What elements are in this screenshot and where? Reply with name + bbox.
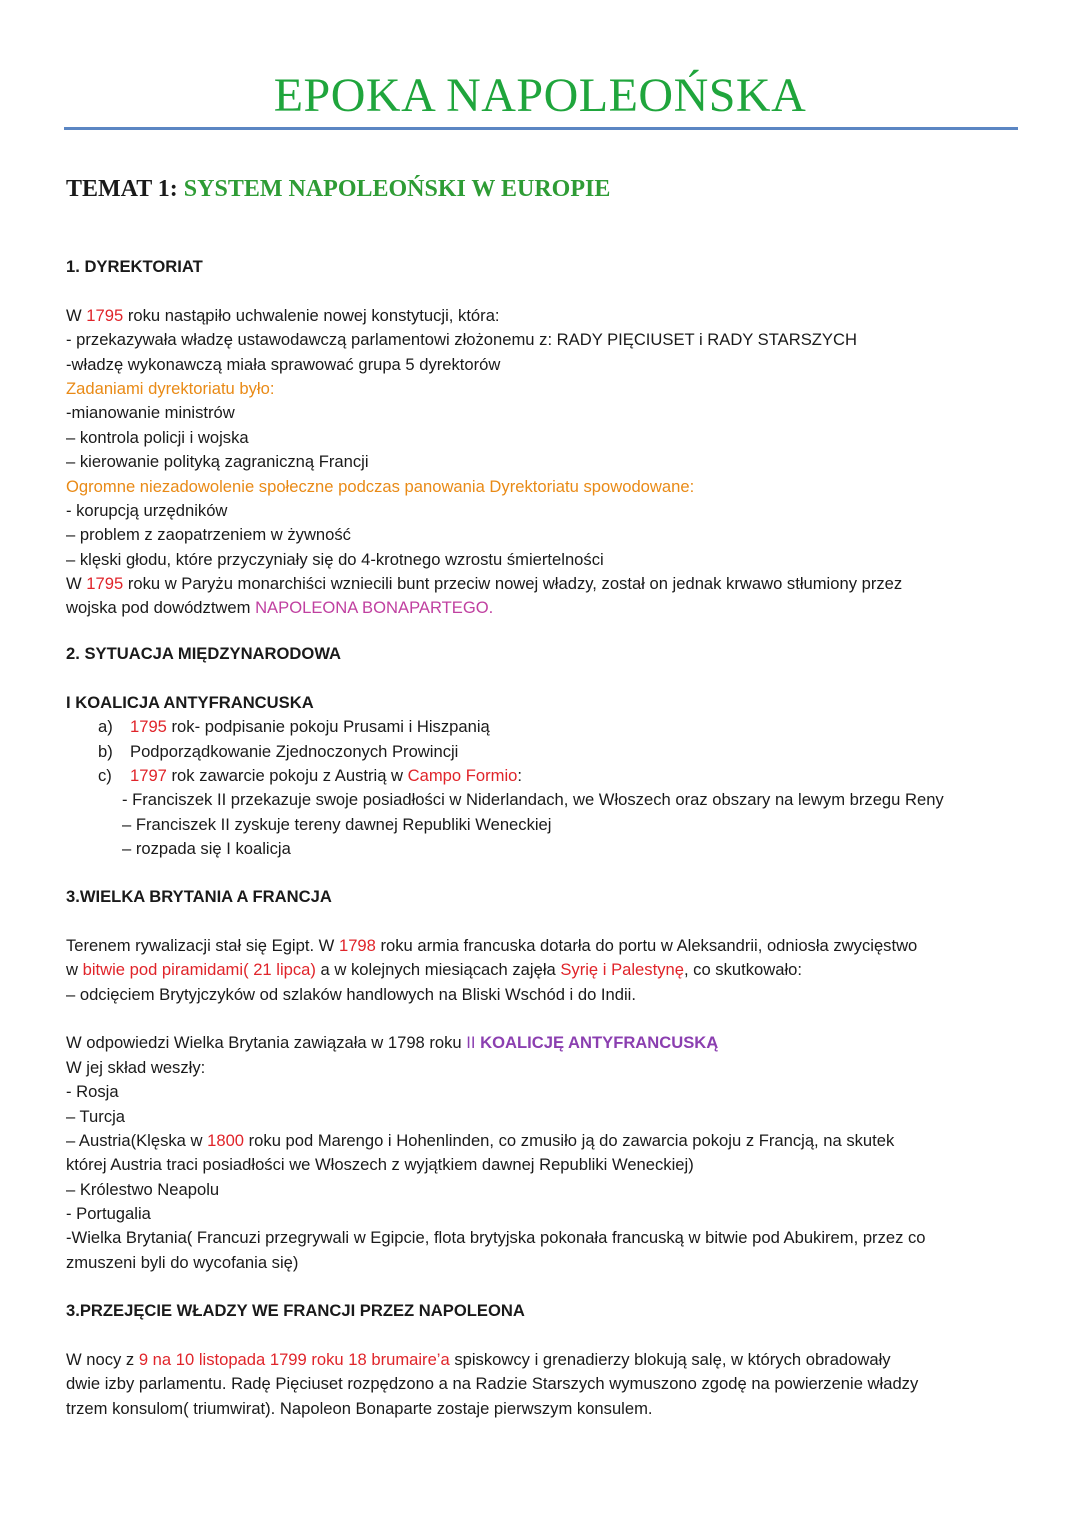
text: W nocy z	[66, 1349, 139, 1369]
sub-item: – Franciszek II zyskuje tereny dawnej Republiki Weneckiej	[122, 814, 552, 834]
places: Syrię i Palestynę	[560, 960, 684, 980]
list-item: – kierowanie polityką zagraniczną Francji	[66, 452, 369, 472]
list-item: – kontrola policji i wojska	[66, 427, 249, 447]
section-sytuacja	[66, 642, 1040, 862]
text: roku nastąpiło uchwalenie nowej konstytucji, która:	[123, 305, 500, 325]
section-heading: 3.PRZEJĘCIE WŁADZY WE FRANCJI PRZEZ NAPOLEONA	[66, 1301, 525, 1320]
topic-heading	[66, 174, 610, 204]
paragraph-line: W jej skład weszły:	[66, 1057, 206, 1077]
date: 9 na 10 listopada 1799 roku 18 brumaire’a	[138, 1349, 450, 1369]
text: :	[517, 765, 522, 785]
list-item: - korupcją urzędników	[66, 500, 228, 520]
battle: bitwie pod piramidami( 21 lipca)	[82, 960, 316, 980]
section-heading: 1. DYREKTORIAT	[66, 257, 203, 276]
coalition-name: KOALICJĘ ANTYFRANCUSKĄ	[480, 1033, 719, 1053]
year: 1798	[338, 935, 376, 955]
text: a w kolejnych miesiącach zajęła	[315, 960, 561, 980]
text: rok- podpisanie pokoju Prusami i Hiszpanią	[166, 717, 490, 737]
list-item: -mianowanie ministrów	[66, 403, 235, 423]
coalition-number: II	[466, 1033, 481, 1053]
paragraph-line	[66, 934, 1040, 958]
section-wielka-brytania	[66, 885, 1040, 1275]
paragraph-line: -władzę wykonawczą miała sprawować grupa 5 dyrektorów	[66, 354, 501, 374]
text: spiskowcy i grenadierzy blokują salę, w których obradowały	[449, 1349, 891, 1369]
spacer	[66, 279, 1040, 303]
section-heading: 2. SYTUACJA MIĘDZYNARODOWA	[66, 644, 342, 663]
sub-item: – rozpada się I koalicja	[122, 839, 291, 859]
list-marker: c)	[98, 765, 112, 785]
list-item-continued: której Austria traci posiadłości we Włoszech z wyjątkiem dawnej Republiki Weneckiej)	[66, 1155, 694, 1175]
paragraph-line	[66, 304, 1040, 328]
year: 1800	[207, 1130, 245, 1150]
section-przejecie-wladzy	[66, 1299, 1040, 1421]
topic-prefix: TEMAT 1:	[66, 176, 178, 202]
list-item: – Królestwo Neapolu	[66, 1179, 220, 1199]
topic-name: SYSTEM NAPOLEOŃSKI W EUROPIE	[183, 176, 611, 202]
paragraph-line	[66, 958, 1040, 982]
list-item-continued: zmuszeni byli do wycofania się)	[66, 1252, 299, 1272]
discontent-header: Ogromne niezadowolenie społeczne podczas panowania Dyrektoriatu spowodowane:	[66, 476, 695, 496]
text: W odpowiedzi Wielka Brytania zawiązała w 1798 roku	[66, 1033, 467, 1053]
list-text: Podporządkowanie Zjednoczonych Prowincji	[130, 741, 459, 761]
list-text	[130, 764, 522, 788]
list-item: – klęski głodu, które przyczyniały się do 4-krotnego wzrostu śmiertelności	[66, 549, 604, 569]
paragraph-line	[66, 572, 1040, 596]
list-marker: b)	[98, 741, 113, 761]
year: 1795	[86, 305, 124, 325]
text: , co skutkowało:	[683, 960, 803, 980]
tasks-header: Zadaniami dyrektoriatu było:	[66, 378, 275, 398]
section-dyrektoriat	[66, 255, 1040, 621]
year: 1795	[130, 717, 167, 737]
text: wojska pod dowództwem	[66, 598, 256, 618]
text: roku pod Marengo i Hohenlinden, co zmusiło ją do zawarcia pokoju z Francją, na skutek	[244, 1130, 895, 1150]
paragraph-line: – odcięciem Brytyjczyków od szlaków handlowych na Bliski Wschód i do Indii.	[66, 984, 636, 1004]
text: – Austria(Klęska w	[66, 1130, 208, 1150]
list-text	[130, 715, 490, 739]
year: 1795	[86, 574, 124, 594]
paragraph-line	[66, 1348, 1040, 1372]
list-marker: a)	[98, 717, 113, 737]
section-heading: 3.WIELKA BRYTANIA A FRANCJA	[66, 887, 332, 906]
spacer	[66, 909, 1040, 933]
paragraph-line	[66, 1031, 1040, 1055]
page-title: EPOKA NAPOLEOŃSKA	[273, 69, 807, 122]
spacer	[66, 1323, 1040, 1347]
paragraph-line	[66, 596, 1040, 620]
year: 1797	[130, 765, 167, 785]
list-item: – problem z zaopatrzeniem w żywność	[66, 525, 351, 545]
text: rok zawarcie pokoju z Austrią w	[166, 765, 408, 785]
paragraph-line: trzem konsulom( triumwirat). Napoleon Bonaparte zostaje pierwszym konsulem.	[66, 1398, 653, 1418]
list-item	[66, 715, 1040, 739]
list-item: - Rosja	[66, 1082, 119, 1102]
text: roku w Paryżu monarchiści wzniecili bunt przeciw nowej władzy, został on jednak krwawo stłumiony przez	[123, 574, 903, 594]
sub-item: - Franciszek II przekazuje swoje posiadłości w Niderlandach, we Włoszech oraz obszary na lewym brzegu Reny	[122, 790, 944, 810]
text: W	[66, 574, 87, 594]
list-item: - Portugalia	[66, 1204, 151, 1224]
place: Campo Formio	[407, 765, 518, 785]
person-name: NAPOLEONA BONAPARTEGO.	[255, 598, 494, 618]
list-item	[66, 740, 1040, 764]
spacer	[66, 666, 1040, 690]
text: roku armia francuska dotarła do portu w Aleksandrii, odniosła zwycięstwo	[375, 935, 918, 955]
title-underline	[64, 127, 1018, 130]
list-item: – Turcja	[66, 1106, 126, 1126]
paragraph-line: - przekazywała władzę ustawodawczą parlamentowi złożonemu z: RADY PIĘCIUSET i RADY STARSZYCH	[66, 330, 857, 350]
list-item	[66, 1129, 1040, 1153]
text: w	[66, 960, 83, 980]
coalition-heading: I KOALICJA ANTYFRANCUSKA	[66, 692, 314, 712]
text: Terenem rywalizacji stał się Egipt. W	[66, 935, 339, 955]
spacer	[66, 1007, 1040, 1031]
list-item	[66, 764, 1040, 788]
list-item: -Wielka Brytania( Francuzi przegrywali w Egipcie, flota brytyjska pokonała francuską w bitwie pod Abukirem, przez co	[66, 1228, 926, 1248]
text: W	[66, 305, 87, 325]
paragraph-line: dwie izby parlamentu. Radę Pięciuset rozpędzono a na Radzie Starszych wymuszono zgodę na powierzenie władzy	[66, 1374, 919, 1394]
